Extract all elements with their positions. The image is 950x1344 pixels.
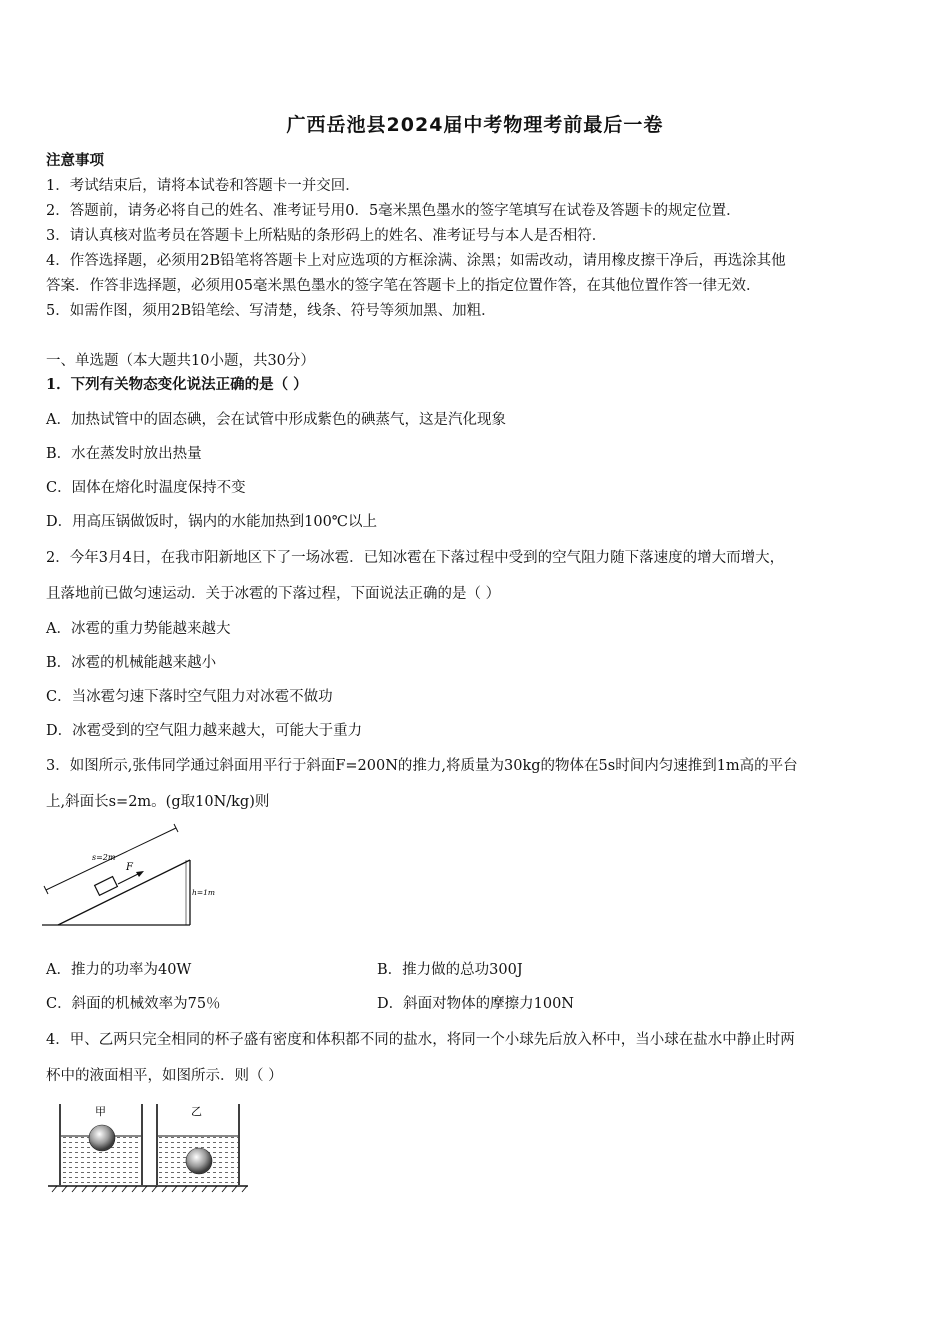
question-4-stem: 4．甲、乙两只完全相同的杯子盛有密度和体积都不同的盐水，将同一个小球先后放入杯中，当小球在盐水中静止时两	[46, 1032, 795, 1048]
question-3-option-d: D．斜面对物体的摩擦力100N	[377, 996, 574, 1012]
cup1-label: 甲	[95, 1105, 106, 1118]
notice-item: 3．请认真核对监考员在答题卡上所粘贴的条形码上的姓名、准考证号与本人是否相符．	[46, 228, 607, 244]
question-1-option-b: B．水在蒸发时放出热量	[46, 446, 202, 462]
block	[95, 877, 118, 896]
notice-item: 4．作答选择题，必须用2B铅笔将答题卡上对应选项的方框涂满、涂黑；如需改动，请用橡皮擦干净后，再选涂其他	[46, 253, 786, 269]
question-1-option-d: D．用高压锅做饭时，锅内的水能加热到100℃以上	[46, 514, 378, 530]
notice-heading: 注意事项	[46, 152, 104, 169]
h-label: h=1m	[192, 888, 215, 897]
question-2-option-b: B．冰雹的机械能越来越小	[46, 655, 217, 671]
section-heading: 一、单选题（本大题共10小题，共30分）	[46, 353, 315, 369]
question-2-stem: 2．今年3月4日，在我市阳新地区下了一场冰雹．已知冰雹在下落过程中受到的空气阻力随下落速度的增大而增大，	[46, 550, 785, 566]
question-3-option-a: A．推力的功率为40W	[46, 962, 192, 978]
notice-item: 5．如需作图，须用2B铅笔绘、写清楚，线条、符号等须加黑、加粗．	[46, 303, 496, 319]
incline-figure	[40, 820, 230, 930]
ground-hatch	[52, 1186, 247, 1192]
cup2-label: 乙	[191, 1105, 202, 1118]
notice-item: 1．考试结束后，请将本试卷和答题卡一并交回．	[46, 178, 360, 194]
question-3-stem: 3．如图所示,张伟同学通过斜面用平行于斜面F=200N的推力,将质量为30kg的物体在5s时间内匀速推到1m高的平台	[46, 758, 798, 774]
question-2-option-c: C．当冰雹匀速下落时空气阻力对冰雹不做功	[46, 689, 333, 705]
cup2-ball	[186, 1148, 212, 1174]
question-3-option-b: B．推力做的总功300J	[377, 962, 523, 978]
force-label: F	[126, 862, 133, 873]
cup1-ball	[89, 1125, 115, 1151]
question-1-option-a: A．加热试管中的固态碘，会在试管中形成紫色的碘蒸气，这是汽化现象	[46, 412, 506, 428]
question-2-option-a: A．冰雹的重力势能越来越大	[46, 621, 231, 637]
page-title: 广西岳池县2024届中考物理考前最后一卷	[286, 114, 664, 136]
question-2-option-d: D．冰雹受到的空气阻力越来越大，可能大于重力	[46, 723, 363, 739]
cups-figure	[44, 1100, 254, 1200]
notice-item: 答案．作答非选择题，必须用05毫米黑色墨水的签字笔在答题卡上的指定位置作答，在其他位置作答一律无效．	[46, 278, 761, 294]
s-label: s=2m	[92, 853, 116, 862]
question-1-option-c: C．固体在熔化时温度保持不变	[46, 480, 246, 496]
question-4-stem-cont: 杯中的液面相平，如图所示．则（ ）	[46, 1068, 283, 1084]
question-1-stem: 1．下列有关物态变化说法正确的是（ ）	[46, 376, 308, 393]
question-3-stem-cont: 上,斜面长s=2m。(g取10N/kg)则	[46, 794, 270, 810]
question-3-option-c: C．斜面的机械效率为75％	[46, 996, 221, 1012]
notice-item: 2．答题前，请务必将自己的姓名、准考证号用0．5毫米黑色墨水的签字笔填写在试卷及答题卡的规定位置．	[46, 203, 741, 219]
question-2-stem-cont: 且落地前已做匀速运动．关于冰雹的下落过程，下面说法正确的是（ ）	[46, 586, 501, 602]
